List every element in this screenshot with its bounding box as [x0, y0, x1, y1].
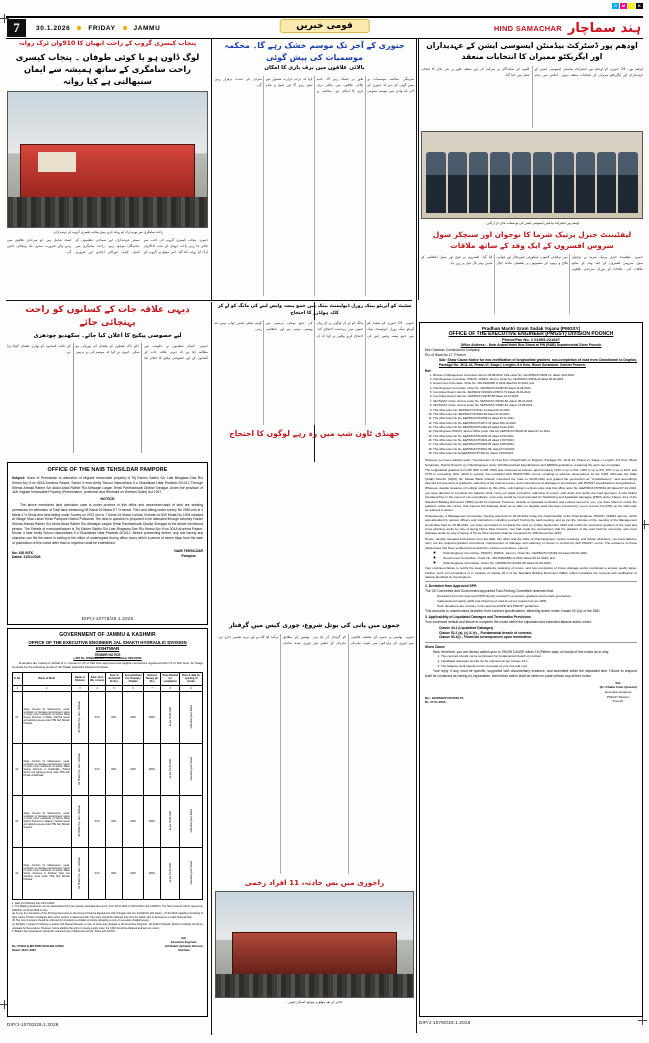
cell-work: Stage Contract for Maintenance, repair, restoration of damages arising/urgent nature of works minor extensions of various Water Supply Schemes in Drabshalla, Thakrai Sector and adjoining areas under PHE Sub Division Drabshalla. [22, 743, 71, 795]
list-item: 7. SE PMGSY Circle, Jammu Letter No: SE/PMGSY/J/6246-48, dated: 08-01-2026 [433, 400, 637, 404]
list-item: 2. Liquidated damages should not be imposed as per Clause 44.1. [441, 659, 637, 664]
left-news-column [7, 40, 208, 271]
cell-time-text: as per 30.06.2026 [168, 811, 172, 831]
th-account-head: Account Head For Treasury Challan [123, 673, 144, 685]
list-item: 3. The balance work should not be executed at your risk and cost. [441, 664, 637, 669]
table-row [13, 691, 203, 743]
pmgsy-sub-text: Show Cause Notice for non-rectification of longitudinal gradient, non-completion of road from Chandimarh to Dogrian, Package No. JK11-44, Phase-VI, Stage-I, Length= 8.0 Kms, Block Surankote, District Poonch. [439, 358, 637, 368]
pmgsy-address-line [425, 343, 637, 347]
jalshakti-intro: E-tenders are invited on behalf of Lt. Governor UT of J&K from approved and eligible contractors registered with UT of J&K Govt. for Stage Contract for the following works of Jal Shakti Hydraulic Division Kishtwar. [12, 660, 203, 669]
list-item: Such deviations are contrary to the approved DPR and PMGSY guidelines. [437, 603, 540, 608]
jalshakti-sign-place: Kishtwar [177, 948, 190, 953]
cell-emd: 4000/- [144, 847, 161, 899]
right-news-photo [421, 131, 643, 219]
cell-open-text: Date/time given below [189, 860, 193, 885]
pmgsy-clause-1: Clause 44.1 (Liquidated Damages) [439, 625, 494, 630]
right-headline-2: لیفٹیننٹ جنرل پرتیک شرما کا نوجوان اور سنچکر سول سروس افسروں کے ایک وفد کے ساتھ ملاقات [432, 229, 632, 250]
cell-advt: 2.00 [88, 847, 105, 899]
horizontal-rule-top [6, 300, 412, 301]
column-divider-6 [416, 38, 417, 1033]
jalshakti-footnote-6: 3. Bidders are requested to upload the scanned copy of Bank Account No. linked with GSTIN. [12, 930, 116, 934]
column-divider-1 [211, 38, 212, 300]
list-item: ◦ Chief Engineer Committee, Order No. CE/PMGSY/10492-95 dated 11-08-2023. [443, 561, 637, 566]
brand-name-urdu: ہند سماچار [567, 20, 641, 36]
right-headline-1: اودھم پور ڈسٹرکٹ بیڈمنٹن ایسوسی ایشن کے عہدیداران اور ایگزیکٹو ممبران کا انتخابات منعقد [426, 41, 638, 62]
pmgsy-addressee-line2: R/o of Ward No 17, Poonch. [425, 352, 467, 357]
pampore-subject-label: Subject: [12, 476, 26, 481]
cell-division [71, 795, 88, 847]
pmgsy-scheme: Pradhan Mantri Gram Sadak Yojana (PMGSY) [481, 326, 581, 331]
cell-advt: 2.00 [88, 795, 105, 847]
list-item: 4. Chief Engineer Committee, Order No. CE/PMGSY/10492-95 dated 11-08-2023. [433, 387, 637, 391]
pmgsy-dated-value: 27.01.2026 [430, 699, 446, 704]
colnum-4: 4 [88, 685, 105, 691]
cell-head: 0215 [123, 743, 144, 795]
th-earnest-money: Earnest Money (in Rs.) [144, 673, 161, 685]
pmgsy-section2-points [425, 594, 637, 608]
column-divider-2 [418, 38, 419, 300]
pmgsy-no-value: EE/PMGSY/P/3766-70 [432, 695, 464, 700]
cell-open [180, 743, 203, 795]
th-opening-time: Time & date for opening of tender [180, 673, 203, 685]
column-divider-5 [211, 305, 212, 1035]
pmgsy-section2-close: This amounts to unauthorised deviation from contract specifications, attracting action under Clause 52.2(c) of the SBD. [425, 608, 601, 613]
cell-cost: 600/- [106, 691, 123, 743]
pmgsy-section3-title: 3. Applicability of Liquidated Damages and Termination Provisions [425, 615, 531, 620]
cell-time [161, 795, 180, 847]
jalshakti-place: KISHTWAR [95, 646, 120, 652]
pampore-subject [12, 476, 203, 495]
colnum-5: 5 [106, 685, 123, 691]
colnum-7: 7 [144, 685, 161, 691]
cmyk-k: K [636, 3, 643, 9]
pmgsy-phone: Phone/Fax No. # 01965-221827 [501, 337, 561, 342]
jalshakti-dated-value: 28-01-2026 [21, 948, 36, 953]
colnum-1: 1 [13, 685, 23, 691]
jalshakti-tender-label: TENDER NOTICE [94, 652, 121, 657]
jalshakti-signatory [165, 936, 203, 953]
th-division: Name of Division [71, 673, 88, 685]
cell-time-text: as per 30.06.2026 [168, 863, 172, 883]
pmgsy-subject [425, 358, 637, 367]
brand [494, 21, 643, 36]
pmgsy-addressee: M/s Chauhan Construction Company [425, 348, 480, 352]
middle-headline-3: جھنڈی ٹاون شپ میں رہ رہے لوگوں کا احتجاج [229, 429, 400, 439]
brand-name-english: HIND SAMACHAR [493, 23, 562, 33]
table-body [13, 691, 203, 899]
cell-sno: 01. [13, 691, 23, 743]
pmgsy-continued-failure: Your continued failure to rectify the steep gradients, widening of curves, and non-completion of Cross drainage works constitutes a serious quality lapse. Further, such non-compliance is in violation of Clause 30.1 of the Standard Bidding Document (SBD), which mandates the removal and rectification of defects identified by the Engineer. [425, 566, 637, 580]
jalshakti-office: OFFICE OF THE EXECUTIVE ENGINEER JAL SHAKTI HYDRAULIC DIVISION [28, 639, 187, 645]
cell-time [161, 847, 180, 899]
list-item: 1. Minutes of Management Committee held on 29-08-2022, Vide Letter No: CE/J/PMGSY/6005-10, dated: 29-8-2022. [433, 374, 637, 378]
pampore-signatory-place: Pampore [181, 553, 196, 558]
pampore-dipr-code: DIP/J-10778/29.1.2026 [81, 616, 134, 621]
jalshakti-sd: Sd/- [181, 935, 187, 940]
pmgsy-whereas-1: Whereas you were allotted work ""Construction of road from Chandimarh to Dogrian, Package No. JK11-44, Phase-VI, Stage-I, Length= 8.0 Kms, Block Surankote, District Poonch, by Chief Engineer under JKC/Rural Road Specifications and NRRDA guidelines, rendering the work non-compliant. [425, 458, 637, 467]
pmgsy-sign-office: PMGSY Division [606, 694, 630, 699]
list-item: 10. This office letter No: EE/PMGSY/P/1804-08 dated 21-09-2021. [433, 413, 637, 417]
list-item: 3. Government Committee, Order No. 445-PW(R&B) of 2022 dated 06-12-2022; and [433, 382, 637, 386]
jalshakti-footnote-1: 1. Date of Publishing from 29.01.2026. [12, 901, 55, 905]
cell-sno: 04. [13, 847, 23, 899]
jalshakti-sign-title: Executive Engineer [170, 939, 197, 944]
pmgsy-whereas-3: Whereas, despite issuance of multiple notices by this office, culminating in a final notice vide this office letter No. EE/PMGSY/P/6661-68 dated 07-10-2023, you were directed to complete the balance work, carry out grade correction, widening of curves, side drain and rectify the road geometry. It was further intimated that, in the event of non-compliance, your case would be recommended for blacklisting and liquidated damages @50% under Clause 44.1 of the Standard Bidding Document (SBD) would be imposed. However, despite of repeated reminders and notices served to you, you have failed to rectify the gradient, widen the curves, and improve the drainage. Even as on date, no tangible work has been executed by you to remove the ATRs on the said road, as referred to above. [425, 486, 637, 513]
pmgsy-dipr-code: DIP/J-10760/29.1.2026 [419, 1020, 471, 1025]
cell-open [180, 691, 203, 743]
middle-body-1: سرینگر۔ محکمہ موسمیات نے پیش گوئی کی ہے کہ جنوری کے آخر تک وادی میں موسم عمومی طور پر خشک رہے گا۔ تاہم بالائی علاقوں میں ہلکی برف باری کا امکان ہے۔ محکمہ نے کہا کہ درجہ حرارت معمول سے نیچے رہے گا اور صبح و شام سردی کی شدت برقرار رہے گی۔ [215, 77, 414, 94]
pmgsy-section3-intro: Your continued default and failure to complete the works within the stipulated and extended attracts action under: [425, 620, 592, 625]
pmgsy-section2-title: 2. Deviation from Approved DPR [425, 581, 637, 589]
middle-news-column [215, 40, 414, 296]
cell-work: Stage Contract for Maintenance, repair, restoration of damages arising/urgent nature of works minor extensions of various Water Supply Schemes in Mahla, Pochhal Sector and adjoining areas under PHE Sub Division Kishtwar. [22, 691, 71, 743]
masthead [6, 16, 643, 39]
list-item: 6. Committee Report vide No. CE/PMGSY/29155-58 Dated 16-01-2023 [433, 395, 637, 399]
pmgsy-show-cause-points [425, 654, 637, 668]
pmgsy-clause-2: Clause 52.2 (a), (c) & (e) – Fundamental breach of contract, [439, 630, 533, 635]
pampore-signature-block [12, 549, 203, 559]
middle-subhead: سٹیٹ کو آپریٹو بینک رورل ڈیولپمنٹ بینک میں جمع پیسہ واپس لینے کی مانگ کو لے کر کاٹہ ہولڈرز کا احتجاج [217, 304, 412, 316]
pmgsy-sd: Sd/- [615, 680, 622, 685]
list-item: 8. SE PMGSY Circle, Jammu Letter No: SE/PMGSY/J/2981-84, dated: 14-08-2023 [433, 404, 637, 408]
cell-time [161, 691, 180, 743]
jalshakti-dated-line [12, 948, 64, 952]
left-headline-1: پنجاب کیسری گروپ کے راحت ابھیان کا 910واں ٹرک روانہ [18, 40, 197, 47]
right-news-column [421, 40, 643, 314]
list-item: 1. The contract should not be terminated for fundamental breach of contract. [441, 654, 637, 659]
crop-mark-bottom-right [638, 1016, 647, 1025]
jalshakti-no-label: No: [12, 944, 17, 949]
cell-cost: 600/- [106, 795, 123, 847]
right-photo-caption: اودھم پور ڈسٹرکٹ بیڈمنٹن ایسوسی ایشن کی نو منتخب باڈی کے اراکین۔ [484, 220, 580, 225]
list-item: ◦ Government Committee, Order No. 445-PW(R&B) of 2022 dated 06-12-2022; and [443, 556, 637, 561]
cell-division [71, 743, 88, 795]
left-body-1: جموں۔ پنجاب کیسری گروپ کی جانب سے چلائے جا رہے راحت ابھیان کے تحت 910واں ٹرک آج روانہ کیا گیا۔ اس موقع پر گروپ کے سینئر عہدیداران اور سماجی تنظیموں کے نمائندگان موجود رہے۔ راحت سامگری میں کمبل، کپڑے، خوراکی اجناس اور ضروری اشیاء شامل ہیں جو سرحدی علاقوں میں رہنے والے ضرورت مندوں تک پہنچائی جائیں گی۔ [7, 237, 208, 255]
cell-division [71, 691, 88, 743]
right-body-2: جموں۔ لیفٹیننٹ جنرل پرتیک شرما نے نوجوان سول سروس افسروں کے ایک وفد کے ساتھ ملاقات کی۔ ملاقات کے دوران سرحدی علاقوں میں ترقیاتی کاموں، سیکورٹی صورتحال اور عوامی فلاح و بہبود کے منصوبوں پر تفصیلی تبادلہ خیال کیا گیا۔ افسروں نے فوج اور سول انتظامیہ کے مابین بہتر تال میل پر زور دیا۔ [421, 254, 643, 272]
jalshakti-tender-ref: e-NIT No. 33/WH/EE/JSD of 2025-26 Dated: 28/01/2026 [73, 656, 142, 660]
list-item: 13. This office letter No No. EE/PMGSY/P/3118-24 dated 03-02-2022. [433, 426, 637, 430]
jalshakti-signature-block [12, 936, 203, 953]
pmgsy-no-label: No:- [425, 695, 432, 700]
list-item: 5. Committee Report vide No. SE/PMGSY/R/2020-21/5674-76 Dated 26-02-2022 [433, 391, 637, 395]
cmyk-c: C [612, 3, 619, 9]
list-item: Deviations from the approved DPR directly resulted in excessive gradients and unsafe geometrics. [437, 593, 572, 598]
cell-division [71, 847, 88, 899]
pmgsy-address-label: Office Address: - [460, 343, 488, 347]
cell-advt: 2.00 [88, 743, 105, 795]
left-body-3: جموں۔ کسان تنظیموں نے حکومت سے مطالبہ کیا ہے کہ دیہی علاقہ جات کے کسانوں کے لیے خصوصی پیکیج کا اعلان کیا جائے تاکہ فصلوں کے نقصان کی بھرپائی ہو سکے۔ انہوں نے کہا کہ موسم کی بے ترتیبی کے باعث کسانوں کو بھاری نقصان اٹھانا پڑا ہے۔ [7, 344, 208, 361]
colnum-6: 6 [123, 685, 144, 691]
list-item: ◦ Chief Engineer Committee, PMGSY, JKRDA, Jammu, Order No. CE/PMGSY/23118-22 dated 09-02-2022. [443, 551, 637, 556]
pampore-no-value: 426 /NTK [18, 550, 34, 555]
list-item: 19. This office letter No No.EE/PMGSY/P/405-10, dated: 23/04/2024 [433, 452, 637, 456]
colnum-8: 8 [161, 685, 180, 691]
cell-cost: 600/- [106, 847, 123, 899]
pmgsy-sign-title: Executive Engineer [604, 689, 632, 694]
middle-headline-4: جموں میں پانی کی بوتل شروع، چوری کیس میں گرفتار [229, 622, 400, 629]
pampore-signatory-title: NAIB TEHSILDAR [174, 548, 203, 553]
left-news-photo [7, 91, 208, 228]
jalshakti-sign-office: Jal Shakti Hydraulic Division [164, 944, 203, 949]
cell-open [180, 795, 203, 847]
pmgsy-committee-list [425, 551, 637, 565]
list-item: Inadequate formation width and widening of road at curves required as per DPR. [437, 598, 548, 603]
jalshakti-footnote-3: (a) As per the instruction of the Principal Secretary to Government Finance Department J&K Srinagar vide No: A/24(2017)-491 Dated - 07-06-2018 regarding furnishing of hard copies of bids immediately after online tenders is dispensed with. The same should be obtained only from the bidder who is declared as L1 after financial bids. [12, 912, 203, 919]
pmgsy-dated-line [425, 700, 463, 704]
cell-open-text: Date/time given below [189, 756, 193, 781]
pampore-dated-value: 21/01/2026 [23, 554, 41, 559]
pampore-notice-title: OFFICE OF THE NAIB TEHSILDAR PAMPORE [47, 467, 168, 473]
pmgsy-show-cause-body: Now, therefore, you are hereby called upon to SHOW CAUSE within 15 (Fifteen days of receipt of this notice as to why: [433, 649, 610, 654]
pampore-dated-label: Dated: [12, 554, 23, 559]
middle-body-3: جموں۔ پولیس نے جموں کے مختلف علاقوں میں چوری کی وارداتوں میں ملوث ملزمان کو گرفتار کر لیا ہے۔ پولیس کے مطابق ملزمان کے قبضے سے چوری شدہ سامان برآمد کیا گیا ہے اور مزید تفتیش جاری ہے۔ [216, 634, 414, 646]
date-bar [36, 25, 160, 32]
colnum-9: 9 [180, 685, 203, 691]
middle-story-3 [215, 622, 414, 1005]
middle-story-2 [215, 304, 414, 439]
page-number: 7 [7, 19, 26, 37]
section-title: قومی خبریں [279, 19, 370, 33]
list-item: 2. Chief Engineer Committee, PMGSY, JKRDA, Jammu, Order No: CE/PMGSY/23118-22 dated 09-02-2022. [433, 378, 637, 382]
cell-time-text: as per 30.06.2026 [168, 759, 172, 779]
publication-day: FRIDAY [88, 24, 116, 32]
middle-news-photo [215, 891, 414, 998]
pmgsy-show-cause-title: Show Cause [425, 642, 637, 650]
list-item: 11. This office letter No No. EE/PMGSY/P/2508-13 dated 25-11-2021. [433, 417, 637, 421]
colnum-2: 2 [22, 685, 71, 691]
pmgsy-signatory [600, 681, 637, 704]
middle-photo-caption: حادثے کے بعد موقع پر موجود امدادی ٹیمیں۔ [286, 1000, 343, 1005]
pmgsy-subsequently: Subsequently, a Management Committee meeting was held on 29-08-2022 under the chairmanship of the Chief Engineer, PMGSY JKRDA Jammu, which was attended by various officers and contractors, including yourself. During the said meeting, and as per the minutes of the meeting of the Management Committee held on 29-08-2022, you have committed to complete the work by ending September 2022 and rectify the excessive gradient of the road and cross draining works by way of laying Hume Pipe Culverts. You had made the commitment that the gradient of the road shall be corrected, and cross drainage works by way of laying of Hume Pipe Culverts shall be completed by 15th November 2022. [425, 513, 637, 536]
separator-dot-icon [123, 26, 127, 30]
pmgsy-hence: Hence, despite repeated instructions from the AEE, this office and the office of Chief Engineer, review meetings, and written directions, you have failed to carry out the required gradient corrections, improvement of drainage and widening of curves in conformity with PMGSY norms. The existence of these deficiencies has been verified and recorded by various committees, namely: [425, 536, 637, 550]
pampore-subject-text: Grant of Permission to alienation of Migrant Immovable property of Tej Kishen Sadhu S/o Late Bhagwan Das R/o Khrew A/p H.no 301A Arunima Palace, Sector 4 near Amity School Vasundhara S.o Ghaziabad Uttar Pradesh-201012 Through Sheraz Ahmad Rather S/o Abdul Ahad Rather R/o Athwajan Lasjan Tehsil Panthachowk District Srinagar. Under the provision of J&K migrant Immovable Property (Preservation, protection and Restraint on Distress Sales) Act 1997 [12, 476, 203, 495]
cell-head: 0215 [123, 795, 144, 847]
cell-advt: 2.00 [88, 691, 105, 743]
pmgsy-office: OFFICE OF THE EXECUTIVE ENGINEER (PMGSY) DIVISION POONCH [448, 331, 614, 337]
pampore-signatory [174, 549, 203, 559]
cmyk-registration-marks [612, 3, 643, 9]
colnum-3: 3 [71, 685, 88, 691]
middle-headline-1: جنوری کے آخر تک موسم خشک رہے گا۔ محکمہ موسمیات کی پیش گوئی [224, 41, 405, 62]
cell-open-text: Date/time given below [189, 704, 193, 729]
cell-division-text: Jal Shakti Hyd. Divn. Kishtwar [78, 752, 82, 785]
list-item: 14. Chief Engineer PMGSY Jammu Office Letter Vide No:CE/PMGSY/18143-45 dated:07-12-2021. [433, 430, 637, 434]
cell-time [161, 743, 180, 795]
jalshakti-no-value: RYB/H.Q-MIT/2025-26/11484-1/2500 [17, 944, 64, 949]
jalshakti-footnote-5: (c) Similarly, instead of insisting on actual Call Deposit Receipt, a copy of same duly pledged to the Executive Engineer, Jal Shakti Hydraulic Division Kishtwar should be uploaded by the tenderer. However, before allotting the work or issuing supply order, the CDR should be obtained and kept on record. [12, 923, 203, 930]
pmgsy-whereas-2: The longitudinal gradient from RD 0/00 to RD 7/400 was observed as follows: approximately 2725 m up to 6%, 1025 m up to 8%, 875 m up to 10%, and 2775 m exceeding 10%, which is grossly non-compliant with PMGSY/IRC norms, resulting in adverse observations by the SQM. Whereas the State Quality Monitor (SQM), Mr. Pawan Barat Ghandi, inspected the road on 20-06-2022 and graded the geometrics as "Unsatisfactory", and accordingly directed improvement of gradients, widening of the road at curves, and improvement of drainage in accordance with PMGSY specifications and guidelines. [425, 467, 637, 486]
right-body-1: اودھم پور۔ 29 جنوری کو اودھم پور ڈسٹرکٹ بیڈمنٹن ایسوسی ایشن کے عہدیداران اور ایگزیکٹو ممبران کے انتخابات منعقد ہوئے۔ اجلاس میں تمام کلبوں کے نمائندگان نے شرکت کی اور متفقہ طور پر نئی باڈی کا انتخاب عمل میں لایا گیا۔ [421, 66, 644, 77]
cell-work: Stage Contract for Maintenance, repair, restoration of damages arising/urgent nature of works minor extensions of various Water Supply Schemes in Nagseni, Sarthal Sector and adjoining areas under PHE Sub Division Nagseni. [22, 795, 71, 847]
jalshakti-footnote-2: 2. The Bidding documents can be downloaded from the website www.jktenders.gov.in from 29.01.2026 to 05.02.2026 upto 16000hrs. The bids received will be opened on 16000hrs on 06.02.2026 on line. [12, 905, 203, 912]
pmgsy-sign-name: (Er. Khalid Amin Qureshi) [599, 685, 637, 690]
cell-division-text: Jal Shakti Hyd. Divn. Kishtwar [78, 804, 82, 837]
table-row [13, 847, 203, 899]
table-row [13, 795, 203, 847]
pmgsy-section2-intro: The CE Committee and Government-appointed Fact-Finding Committee observed that: [425, 589, 554, 594]
pmgsy-sign-place: Poonch. [612, 699, 624, 704]
cell-work: Stage Contract for Maintenance, repair, restoration of damages arising/urgent nature of works minor extensions of various Water Supply Schemes in Kishtwar Town and adjoining areas under PHE Sub Division Kishtwar. [22, 847, 71, 899]
notice-naib-tehsildar-pampore [7, 462, 208, 625]
cell-cost: 600/- [106, 743, 123, 795]
list-item: 12. This office letter No No. EE/PMGSY/P/2671-78 dated 003-12-2023. [433, 422, 637, 426]
cell-time-text: as per 30.06.2026 [168, 707, 172, 727]
table-header-row [13, 673, 203, 685]
list-item: 18. This office letter No No. EE/PMGSY/P/6661-68, dated 07/10/2023 [433, 448, 637, 452]
cell-emd: 4000/- [144, 691, 161, 743]
pampore-notice-label: NOTICE [100, 497, 115, 502]
pmgsy-sub-label: Sub: [439, 358, 447, 363]
pmgsy-reply-note: Your reply, if any, must be specific, supported with documentary evidence, and submitted within the stipulated time. Failure to respond shall be construed as having no explanation, and further action shall be taken ex-parte without any further notice [425, 669, 637, 678]
cell-head: 0215 [123, 847, 144, 899]
cell-sno: 03. [13, 795, 23, 847]
cell-open-text: Date/time given below [189, 808, 193, 833]
cell-head: 0215 [123, 691, 144, 743]
list-item: 15. This office letter No No. EE/PMGSY/P/3225-32 dated 10/11/2022. [433, 435, 637, 439]
list-item: 17. This office letter No No. EE/PMGSY/P/6464-69 dated 16/05/2023. [433, 443, 637, 447]
cell-sno: 02. [13, 743, 23, 795]
notice-pmgsy-poonch [419, 322, 643, 1017]
th-time-completion: Time Allowed for completion [162, 674, 179, 684]
pmgsy-reference-list [425, 374, 637, 456]
left-headline-2: لوگ ڈاون ہو یا کوئی طوفان ۔ پنجاب کیسری راحت سامگری کے ساتھ ہمیشہ سے ایمان سنبھالتی ہے کیا روانہ [15, 51, 200, 87]
cmyk-y: Y [628, 3, 635, 9]
jalshakti-tender-table [12, 672, 203, 900]
jalshakti-dipr-code: DIP/J-10783/29.1.2026 [7, 1022, 59, 1027]
middle-headline-2: بالائی علاقوں میں برف باری کا امکان [264, 65, 365, 72]
pmgsy-clause-3: Clause 53.1(i) – Financial consequences upon termination. [439, 635, 533, 640]
jalshakti-dated-label: Dated: [12, 948, 21, 953]
notice-jal-shakti-kishtwar [7, 628, 208, 1017]
th-sno: S. No [13, 673, 23, 685]
jalshakti-govt: GOVERNMENT OF JAMMU & KASHMIR [59, 632, 156, 638]
pampore-body: The above mentioned land alienation case is under process in this office and owner/executant of land are seeking permission for alienation of Total land measuring 08 Kanal 03 Marla 8 7 ½ sersai. The Land falling under survey No 2969-min is 4 Marla 4 ½ Sirsia and land falling under Survey no 2972 min is 7 Kanal 19 Marla 3 sirsia, Khewat no 639 Khata No 1904 situated at Village Shar-i-shali Tehsil Pampore District Pulwama. The land in question is proposed to be alienated through Attorney Holder Sheraz Ahmad Rather S/o Abdul Ahad Rather R/o Athwajan Lasjan Tehsil Panthachowk District Srinagar to the above mentioned person. The Details of executant/owner is Tej Kishen Sadhu S/o Late Bhagwan Das R/o Khrew A/p H.no 301A Arunima Palace, Sector 4 near Amity School Vasundhara S.o Ghaziabad Uttar Pradesh-201012. Before proceeding further, any one having any objection can file the same in writing in the office of undersigned during office hours within a period of seven days from the date of publication of this notice after that no objection shall be entertained. [12, 503, 203, 545]
middle-body-2: جموں۔ 29 جنوری کو سٹیٹ کو آپریٹو بینک رورل ڈیولپمنٹ بینک میں جمع پیسہ واپس لینے کی مانگ کو لے کر لوگوں نے آج یہاں جموں میں زبردست احتجاج کیا۔ احتجاج کرنے والوں نے کہا کہ ان کی جمع پونجی برسوں سے پھنسی ہوئی ہے اور انتظامیہ کوئی تسلی بخش جواب نہیں دے رہی۔ [215, 321, 414, 338]
publication-date: 30.1.2026 [36, 24, 71, 32]
jalshakti-footnote-4: (b) The cost of tenders should be collected by introducing e-challan or simple uploading a copy of necessary challan/receipt. [12, 919, 150, 923]
left-headline-3: دیہی علاقہ جات کے کسانوں کو راحت پہنچائی جائے [25, 305, 190, 329]
table-row [13, 743, 203, 795]
th-cost-document: Cost of document (in Rs.) [106, 673, 123, 685]
cell-open [180, 847, 203, 899]
list-item: 16. This office letter No No. EE/PMGSY/P/2919-26 dated 17/07/2023. [433, 439, 637, 443]
edition-city: JAMMU [133, 24, 161, 32]
left-photo-caption: راحت سامگری سے بھرے ٹرک کو روانہ کرتے ہوئے پنجاب کیسری گروپ کے عہدیداران۔ [51, 230, 164, 235]
middle-headline-5: راجوری میں بس حادثہ، 11 افراد زخمی [244, 877, 385, 887]
th-advt-cost: Advt. Cost (Rs. in lacs) [88, 673, 105, 685]
left-story-2 [7, 304, 208, 453]
pmgsy-ref-label: Ref: [425, 368, 432, 373]
cell-emd: 4000/- [144, 743, 161, 795]
list-item: 9. This office letter No: EE/PMGSY/P/4211-13 dated 23-12-2023. [433, 409, 637, 413]
pmgsy-signature-block [425, 681, 637, 704]
cmyk-m: M [621, 3, 626, 8]
cell-division-text: Jal Shakti Hyd. Divn. Kishtwar [78, 700, 82, 733]
cell-emd: 4000/- [144, 795, 161, 847]
separator-dot-icon [77, 26, 81, 30]
th-name-of-work: Name of Work [22, 673, 71, 685]
pmgsy-address: Near Anand Hotel Bus Stand at PW (R&B) Departmental Store Poonch [488, 343, 602, 347]
left-headline-4: لیے خصوصی پیکیج کا اعلان کیا جائے۔ سکھدیو چودھری [33, 333, 182, 340]
pampore-no-label: No: [12, 550, 18, 555]
pampore-dated-line [12, 555, 41, 559]
pmgsy-dated-label: Dt. [425, 699, 430, 704]
cell-division-text: Jal Shakti Hyd. Divn. Kishtwar [78, 856, 82, 889]
